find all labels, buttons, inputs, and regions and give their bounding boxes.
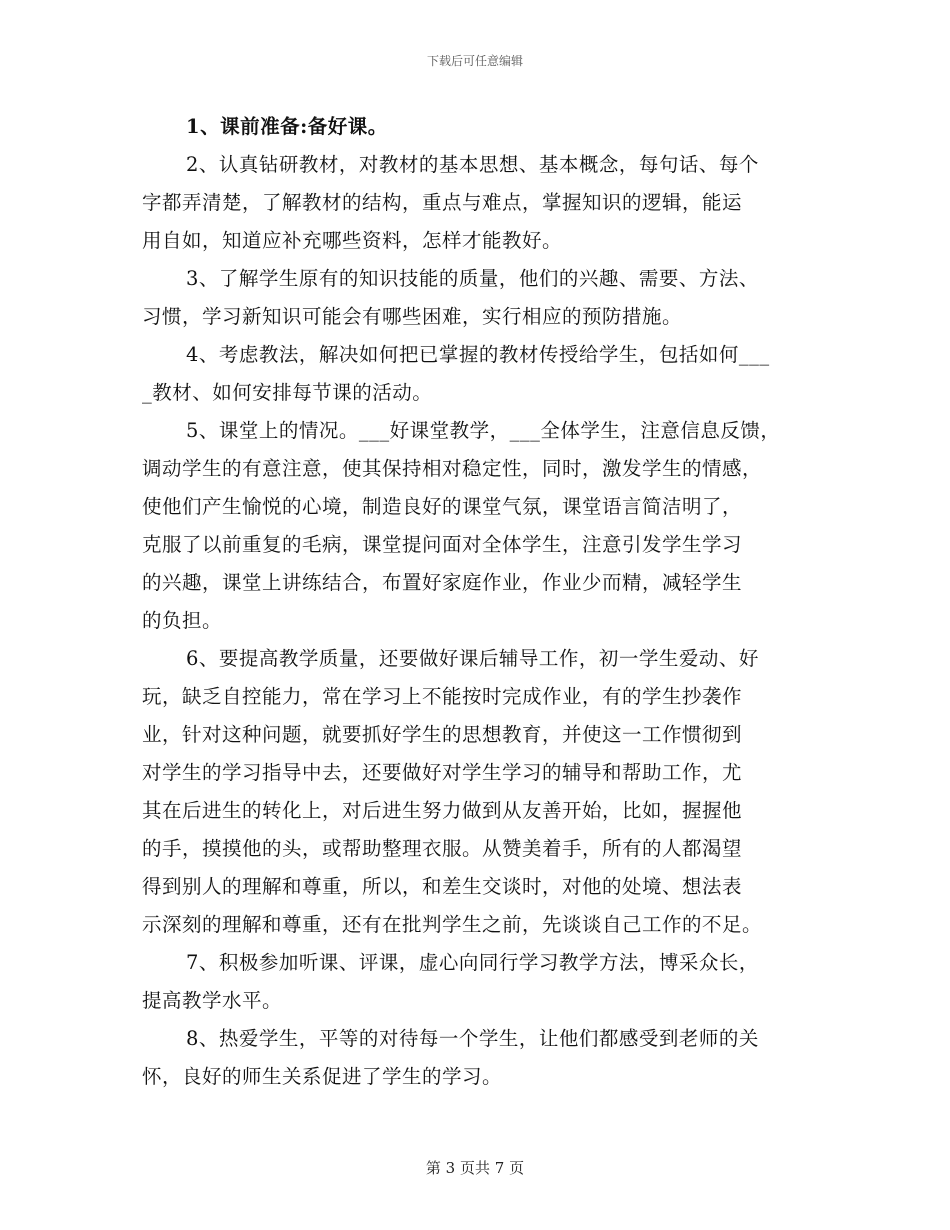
paragraph-5-line-4: 克服了以前重复的毛病，课堂提问面对全体学生，注意引发学生学习 xyxy=(142,533,743,556)
paragraph-5-line-2: 调动学生的有意注意，使其保持相对稳定性，同时，激发学生的情感， xyxy=(142,457,763,480)
paragraph-5-line-3: 使他们产生愉悦的心境，制造良好的课堂气氛，课堂语言简洁明了， xyxy=(142,495,743,518)
paragraph-6-line-2: 玩，缺乏自控能力，常在学习上不能按时完成作业，有的学生抄袭作 xyxy=(142,685,743,708)
paragraph-6-line-7: 得到别人的理解和尊重，所以，和差生交谈时，对他的处境、想法表 xyxy=(142,875,743,898)
paragraph-6-line-6: 的手，摸摸他的头，或帮助整理衣服。从赞美着手，所有的人都渴望 xyxy=(142,837,743,860)
paragraph-1-heading: 1、课前准备:备好课。 xyxy=(186,115,388,138)
paragraph-4-line-2: _教材、如何安排每节课的活动。 xyxy=(142,381,433,404)
paragraph-5-line-1: 5、课堂上的情况。___好课堂教学，___全体学生，注意信息反馈， xyxy=(186,419,781,442)
paragraph-3-line-2: 习惯，学习新知识可能会有哪些困难，实行相应的预防措施。 xyxy=(142,305,683,328)
paragraph-5-line-5: 的兴趣，课堂上讲练结合，布置好家庭作业，作业少而精，减轻学生 xyxy=(142,571,743,594)
paragraph-2-line-2: 字都弄清楚，了解教材的结构，重点与难点，掌握知识的逻辑，能运 xyxy=(142,191,743,214)
paragraph-8-line-1: 8、热爱学生，平等的对待每一个学生，让他们都感受到老师的关 xyxy=(186,1027,759,1050)
paragraph-4-line-1: 4、考虑教法，解决如何把已掌握的教材传授给学生，包括如何___ xyxy=(186,343,770,366)
page-footer: 第 3 页共 7 页 xyxy=(425,1159,525,1177)
paragraph-7-line-1: 7、积极参加听课、评课，虚心向同行学习教学方法，博采众长， xyxy=(186,951,759,974)
paragraph-2-line-1: 2、认真钻研教材，对教材的基本思想、基本概念，每句话、每个 xyxy=(186,153,759,176)
paragraph-2-line-3: 用自如，知道应补充哪些资料，怎样才能教好。 xyxy=(142,229,563,252)
paragraph-6-line-8: 示深刻的理解和尊重，还有在批判学生之前，先谈谈自己工作的不足。 xyxy=(142,913,763,936)
page-header: 下载后可任意编辑 xyxy=(426,54,523,68)
paragraph-8-line-2: 怀，良好的师生关系促进了学生的学习。 xyxy=(142,1065,503,1088)
paragraph-7-line-2: 提高教学水平。 xyxy=(142,989,283,1012)
paragraph-5-line-6: 的负担。 xyxy=(142,609,223,632)
paragraph-6-line-5: 其在后进生的转化上，对后进生努力做到从友善开始，比如，握握他 xyxy=(142,799,743,822)
paragraph-6-line-1: 6、要提高教学质量，还要做好课后辅导工作，初一学生爱动、好 xyxy=(186,647,759,670)
paragraph-6-line-4: 对学生的学习指导中去，还要做好对学生学习的辅导和帮助工作，尤 xyxy=(142,761,743,784)
paragraph-6-line-3: 业，针对这种问题，就要抓好学生的思想教育，并使这一工作惯彻到 xyxy=(142,723,743,746)
paragraph-3-line-1: 3、了解学生原有的知识技能的质量，他们的兴趣、需要、方法、 xyxy=(186,267,759,290)
